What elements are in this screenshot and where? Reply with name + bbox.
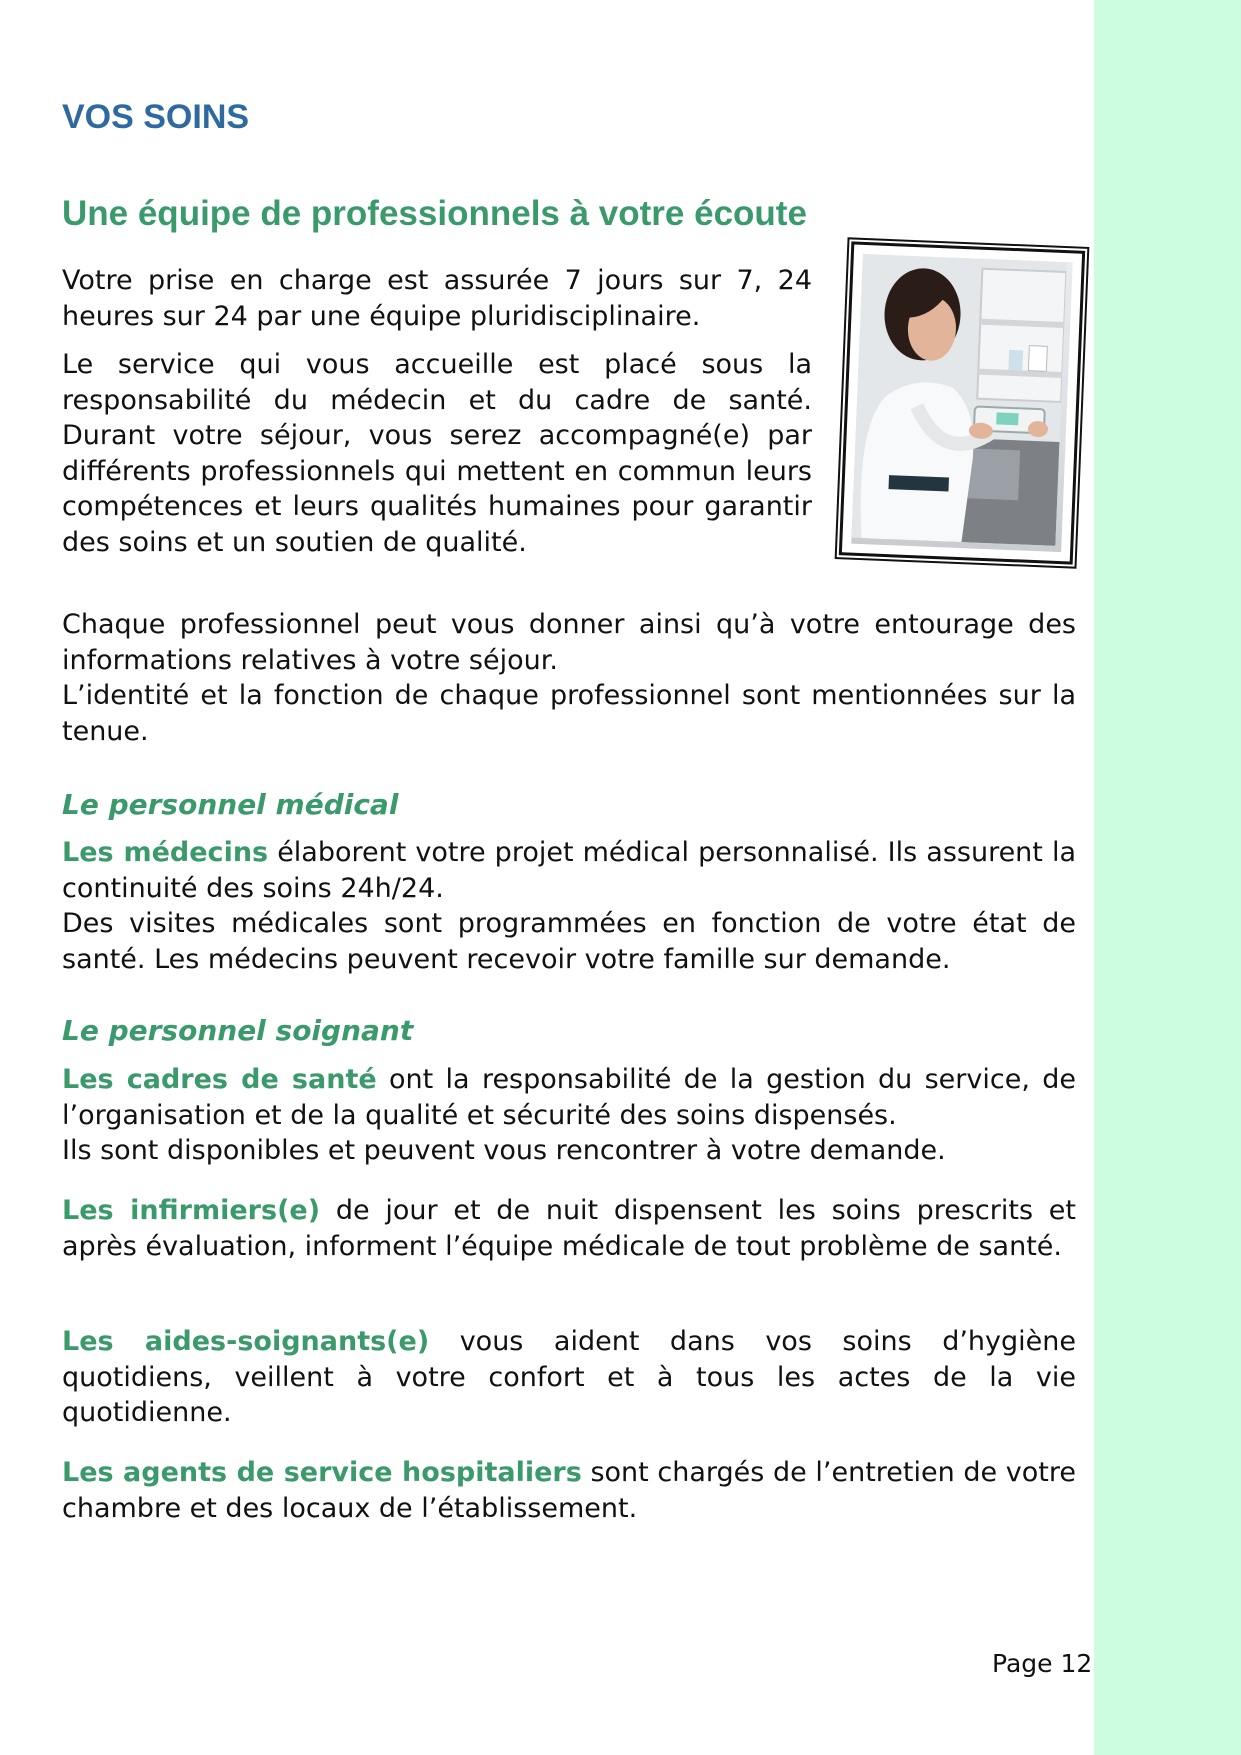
- intro-paragraph-3: [62, 607, 1076, 749]
- intro-paragraph-3a: Chaque professionnel peut vous donner ainsi qu’à votre entourage des informations relatives à votre séjour.: [62, 609, 1076, 676]
- medical-staff-title: Le personnel médical: [62, 788, 399, 821]
- managers-text: ont la responsabilité de la gestion du service, de l’organisation et de la qualité et sécurité des soins dispensés.: [62, 1064, 1076, 1131]
- managers-paragraph: [62, 1062, 1076, 1133]
- nurse-illustration: [852, 254, 1067, 546]
- nursing-item-aides: [62, 1324, 1076, 1431]
- nursing-item-managers: [62, 1062, 1076, 1169]
- decorative-sidebar: [1094, 0, 1241, 1755]
- medical-staff-block: [62, 835, 1076, 977]
- doctors-term: Les médecins: [62, 837, 269, 868]
- nurse-photo: [851, 254, 1072, 552]
- nurses-term: Les infirmiers(e): [62, 1195, 321, 1226]
- intro-paragraph-1: Votre prise en charge est assurée 7 jours sur 7, 24 heures sur 24 par une équipe pluridisciplinaire.: [62, 265, 812, 332]
- agents-term: Les agents de service hospitaliers: [62, 1457, 582, 1488]
- nursing-staff-title: Le personnel soignant: [62, 1014, 414, 1047]
- nurse-photo-frame: [839, 241, 1085, 564]
- aides-term: Les aides-soignants(e): [62, 1326, 430, 1357]
- aides-text: vous aident dans vos soins d’hygiène quotidiens, veillent à votre confort et à tous les actes de la vie quotidienne.: [62, 1326, 1076, 1428]
- page-number: Page 12: [992, 1649, 1093, 1678]
- nurses-text: de jour et de nuit dispensent les soins prescrits et après évaluation, informent l’équipe médicale de tout problème de santé.: [62, 1195, 1076, 1262]
- doctors-paragraph-2: Des visites médicales sont programmées en fonction de votre état de santé. Les médecins peuvent recevoir votre famille sur demande.: [62, 908, 1076, 975]
- intro-paragraph-3b: L’identité et la fonction de chaque professionnel sont mentionnées sur la tenue.: [62, 680, 1076, 747]
- nursing-item-agents: [62, 1455, 1076, 1526]
- intro-paragraph-2: Le service qui vous accueille est placé sous la responsabilité du médecin et du cadre de santé. Durant votre séjour, vous serez accompagné(e) par différents professionnels qui mettent en commun leurs compétences et leurs qualités humaines pour garantir des soins et un soutien de qualité.: [62, 349, 812, 558]
- doctors-paragraph: [62, 835, 1076, 906]
- doctors-text: élaborent votre projet médical personnalisé. Ils assurent la continuité des soins 24h/24.: [62, 837, 1077, 904]
- agents-text: sont chargés de l’entretien de votre chambre et des locaux de l’établissement.: [62, 1457, 1076, 1524]
- nursing-item-nurses: [62, 1193, 1076, 1264]
- page-heading: Une équipe de professionnels à votre écoute: [62, 194, 807, 233]
- managers-paragraph-2: Ils sont disponibles et peuvent vous rencontrer à votre demande.: [62, 1135, 946, 1166]
- managers-term: Les cadres de santé: [62, 1064, 377, 1095]
- section-title: VOS SOINS: [62, 98, 250, 136]
